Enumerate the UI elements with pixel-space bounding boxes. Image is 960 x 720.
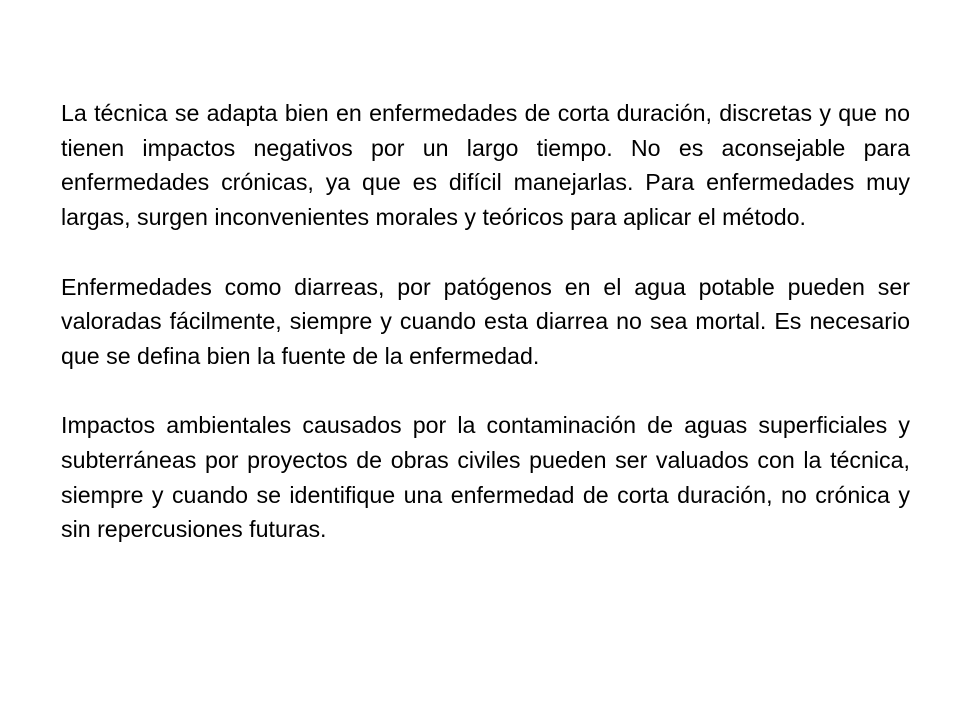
paragraph-environmental-impacts: Impactos ambientales causados por la contaminación de aguas superficiales y subterráneas por proyectos de obras civiles pueden ser valuados con la técnica, siempre y cuando se identifique una enfermedad de corta duración, no crónica y sin repercusiones futuras.: [61, 412, 910, 543]
paragraph-diarrhea-example: Enfermedades como diarreas, por patógenos en el agua potable pueden ser valoradas fácilmente, siempre y cuando esta diarrea no sea mortal. Es necesario que se defina bien la fuente de la enfermedad.: [61, 273, 910, 369]
paragraph-spacer: [61, 235, 910, 270]
paragraph-short-duration-diseases: La técnica se adapta bien en enfermedades de corta duración, discretas y que no tienen impactos negativos por un largo tiempo. No es aconsejable para enfermedades crónicas, ya que es difícil manejarlas. Para enfermedades muy largas, surgen inconvenientes morales y teóricos para aplicar el método.: [61, 100, 910, 231]
paragraph-spacer: [61, 374, 910, 409]
text-body: [61, 96, 910, 547]
